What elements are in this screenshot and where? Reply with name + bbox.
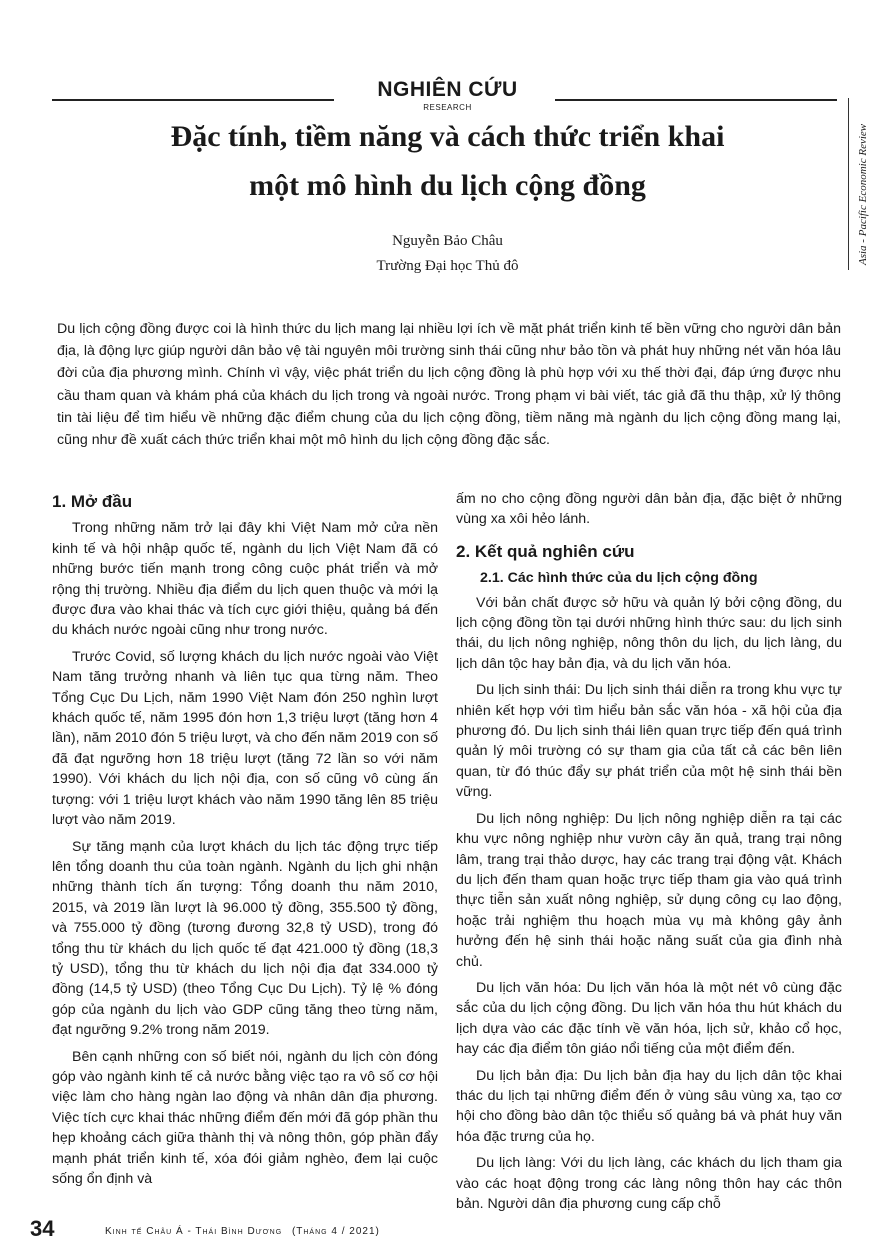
footer-journal <box>105 1226 380 1237</box>
left-column <box>52 492 438 1195</box>
right-column <box>456 489 842 1220</box>
article-title-line-2: một mô hình du lịch cộng đồng <box>249 169 646 202</box>
section-heading-results: 2. Kết quả nghiên cứu <box>456 541 635 561</box>
paragraph: Du lịch bản địa: Du lịch bản địa hay du lịch dân tộc khai thác du lịch tại những điểm đến ở vùng sâu vùng xa, tạo cơ hội cho đồng bào dân tộc thiểu số quảng bá và phát huy văn hóa đặc trưng của họ. <box>456 1067 842 1145</box>
section-heading-intro: 1. Mở đầu <box>52 492 133 511</box>
abstract: Du lịch cộng đồng được coi là hình thức du lịch mang lại nhiều lợi ích về mặt phát triển kinh tế bền vững cho người dân bản địa, là động lực giúp người dân bảo vệ tài nguyên môi trường sinh thái cũng như bảo tồn và phát huy những nét văn hóa lâu đời của địa phương mình. Chính vì vậy, việc phát triển du lịch cộng đồng là phù hợp với xu thế thời đại, đáp ứng được nhu cầu tham quan và khám phá của khách du lịch trong và ngoài nước. Trong phạm vi bài viết, tác giả đã thu thập, xử lý thông tin tài liệu để tìm hiểu về những đặc điểm chung của du lịch cộng đồng, tiềm năng mà ngành du lịch cộng đồng mang lại, cũng như đề xuất cách thức triển khai một mô hình du lịch cộng đồng đặc sắc. <box>57 321 841 449</box>
footer-journal-name: Kinh tế Châu Á - Thái Bình Dương <box>105 1226 283 1237</box>
page-number: 34 <box>30 1216 55 1241</box>
paragraph: Du lịch sinh thái: Du lịch sinh thái diễn ra trong khu vực tự nhiên kết hợp với tìm hiểu bản sắc văn hóa - xã hội của địa phương đó. Du lịch sinh thái liên quan trực tiếp đến quá trình quản lý môi trường có sự tham gia của tất cả các bên liên quan, từ đó thúc đẩy sự phát triển của một hệ sinh thái bền vững. <box>456 682 842 801</box>
paragraph: Du lịch nông nghiệp: Du lịch nông nghiệp diễn ra tại các khu vực nông nghiệp như vườn cây ăn quả, trang trại nông lâm, trang trại thảo dược, hay các trang trại động vật. Khách du lịch đến tham quan hoặc trực tiếp tham gia vào quá trình thực tiễn sản xuất nông nghiệp, sử dụng công cụ lao động, hoặc trải nghiệm thu hoạch mùa vụ mà không gây ảnh hưởng đến hệ sinh thái hoặc năng suất của gia đình nhà chủ. <box>456 810 842 970</box>
author-affiliation: Trường Đại học Thủ đô <box>376 258 519 274</box>
footer-issue: (Tháng 4 / 2021) <box>291 1226 380 1237</box>
section-sublabel: RESEARCH <box>423 103 472 112</box>
subsection-heading: 2.1. Các hình thức của du lịch cộng đồng <box>480 570 758 587</box>
section-label: NGHIÊN CỨU <box>377 78 518 101</box>
paragraph: Trước Covid, số lượng khách du lịch nước ngoài vào Việt Nam tăng trưởng nhanh và liên tục qua từng năm. Theo Tổng Cục Du Lịch, năm 1990 Việt Nam đón 250 nghìn lượt khách quốc tế, năm 1995 đón hơn 1,3 triệu lượt (tăng hơn 4 lần), năm 2010 đón 5 triệu lượt, và cho đến năm 2019 con số đã đạt ngưỡng hơn 18 triệu lượt (tăng 72 lần so với năm 1990). Với khách du lịch nội địa, con số cũng vô cùng ấn tượng: với 1 triệu lượt khách vào năm 1990 tăng lên 85 triệu lượt vào năm 2019. <box>52 648 438 829</box>
paragraph: Du lịch văn hóa: Du lịch văn hóa là một nét vô cùng đặc sắc của du lịch cộng đồng. Du lịch văn hóa thu hút khách du lịch dựa vào các đặc tính về văn hóa, lịch sử, khảo cổ học, hay các địa điểm tôn giáo nổi tiếng của một điểm đến. <box>456 979 842 1058</box>
article-title-line-1: Đặc tính, tiềm năng và cách thức triển khai <box>170 120 725 153</box>
paragraph: Sự tăng mạnh của lượt khách du lịch tác động trực tiếp lên tổng doanh thu của toàn ngành. Ngành du lịch ghi nhận những thành tích ấn tượng: Tổng doanh thu năm 2010, 2015, và 2019 lần lượt là 96.000 tỷ đồng, 355.500 tỷ đồng, và 755.000 tỷ đồng (tương đương 32,8 tỷ USD), trong đó tổng thu từ khách du lịch quốc tế đạt 421.000 tỷ đồng (18,3 tỷ USD), tổng thu từ khách du lịch nội địa đạt 334.000 tỷ đồng (14,5 tỷ USD) (theo Tổng Cục Du Lịch). Tỷ lệ % đóng góp của ngành du lịch vào GDP cũng tăng theo từng năm, đạt ngưỡng 9.2% trong năm 2019. <box>52 838 438 1039</box>
author-name: Nguyễn Bảo Châu <box>392 233 503 249</box>
paragraph: Du lịch làng: Với du lịch làng, các khách du lịch tham gia vào các hoạt động trong các làng nông thôn hay các thôn bản. Người dân địa phương cung cấp chỗ <box>456 1155 842 1212</box>
paragraph: ấm no cho cộng đồng người dân bản địa, đặc biệt ở những vùng xa xôi hẻo lánh. <box>456 491 842 528</box>
paragraph: Bên cạnh những con số biết nói, ngành du lịch còn đóng góp vào ngành kinh tế cả nước bằng việc tạo ra vô số cơ hội việc làm cho hàng ngàn lao động và nhân dân địa phương. Việc tích cực khai thác những điểm đến mới đã góp phần thu hẹp khoảng cách giữa thành thị và nông thôn, góp phần đẩy mạnh phát triển kinh tế, xóa đói giảm nghèo, đem lại cuộc sống ổn định và <box>52 1048 438 1187</box>
paragraph: Với bản chất được sở hữu và quản lý bởi cộng đồng, du lịch cộng đồng tồn tại dưới những hình thức sau: du lịch sinh thái, du lịch nông nghiệp, nông thôn du lịch, du lịch làng, du lịch dân tộc hay bản địa, và du lịch văn hóa. <box>456 594 842 672</box>
paragraph: Trong những năm trở lại đây khi Việt Nam mở cửa nền kinh tế và hội nhập quốc tế, ngành du lịch Việt Nam đã có những bước tiến mạnh trong công cuộc phát triển và mở rộng thị trường. Nhiều địa điểm du lịch quen thuộc và mới lạ được đưa vào khai thác và tích cực giới thiệu, quảng bá đến du khách nước ngoài cũng như trong nước. <box>52 520 438 639</box>
journal-side-label: Asia - Pacific Economic Review <box>857 123 869 265</box>
